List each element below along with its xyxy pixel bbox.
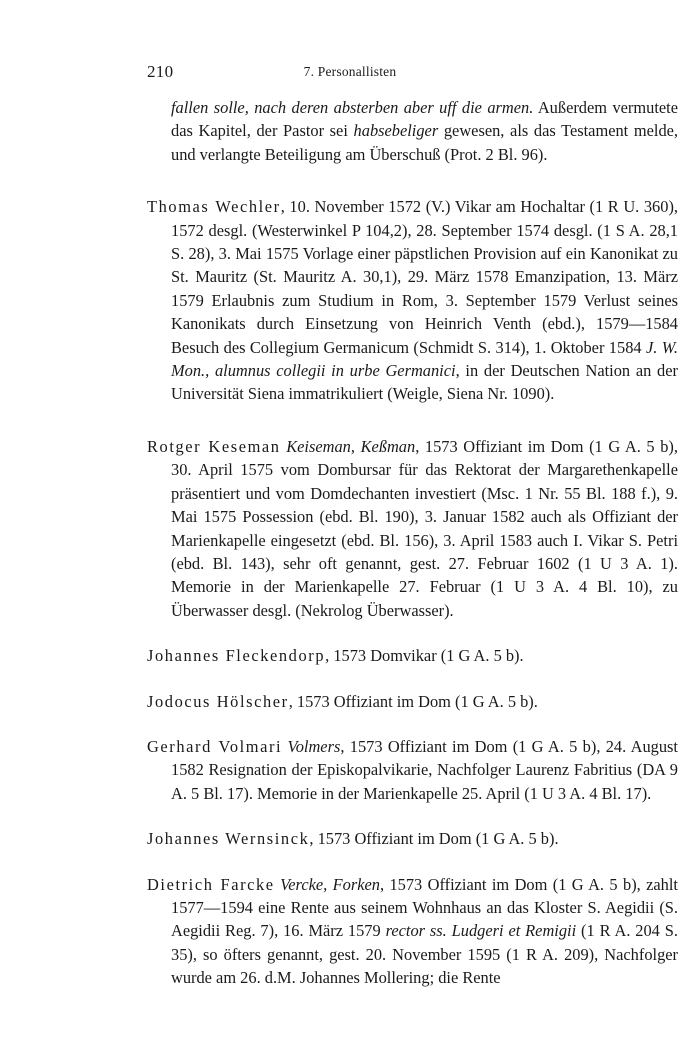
name-variants: Volmers xyxy=(287,736,341,756)
person-name: Jodocus Hölscher xyxy=(147,691,289,711)
entry-text: , 1573 Offiziant im Dom (1 G A. 5 b), 24. August 1582 Resignation der Episkopalvikarie, Nachfolger Laurenz Fabritius (DA 9 A. 5 Bl. 17). Memorie in der Marienkapelle 25. April (1 U 3 A. 4 Bl. 17). xyxy=(171,736,678,803)
latin-term: habsebeliger xyxy=(353,121,439,141)
person-name: Johannes Fleckendorp xyxy=(147,646,326,666)
page-number: 210 xyxy=(147,62,174,81)
entry-farcke xyxy=(147,873,678,990)
person-name: Gerhard Volmari xyxy=(147,736,283,756)
entry-wechler xyxy=(147,195,678,406)
entry-text: gewesen, als das Testament melde, und verlangte Beteiligung am Überschuß (Prot. 2 Bl. 96). xyxy=(171,121,679,164)
entry-text: , in der Deutschen Nation an der Universität Siena immatrikuliert (Weigle, Siena Nr. 1090). xyxy=(171,361,678,404)
running-title: 7. Personallisten xyxy=(303,64,397,79)
entry-text: , 1573 Offiziant im Dom (1 G A. 5 b). xyxy=(288,691,538,711)
person-name: Rotger Keseman xyxy=(147,436,281,456)
entry-continuation xyxy=(147,96,678,166)
body-text xyxy=(147,96,678,990)
entry-text: , 1573 Offiziant im Dom (1 G A. 5 b), zahlt 1577—1594 eine Rente aus seinem Wohnhaus an das Kloster S. Aegidii (S. Aegidii Reg. 7), 16. März 1579 xyxy=(171,874,678,941)
name-variants: Vercke, Forken xyxy=(280,874,380,894)
entry-wernsinck xyxy=(147,827,678,850)
entry-text: , 1573 Offiziant im Dom (1 G A. 5 b), 30. April 1575 vom Dombursar für das Rektorat der Margarethenkapelle präsentiert und vom Domdechanten investiert (Msc. 1 Nr. 55 Bl. 188 f.), 9. Mai 1575 Possession (ebd. Bl. 190), 3. Januar 1582 auch als Offiziant der Marienkapelle eingesetzt (ebd. Bl. 156), 3. April 1583 auch I. Vikar S. Petri (ebd. Bl. 143), sehr oft genannt, gest. 27. Februar 1602 (1 U 3 A. 1). Memorie in der Marienkapelle 27. Februar (1 U 3 A. 4 Bl. 10), zu Überwasser desgl. (Nekrolog Überwasser). xyxy=(171,436,678,620)
entry-volmari xyxy=(147,735,678,805)
entry-keseman xyxy=(147,435,678,622)
entry-fleckendorp xyxy=(147,644,678,667)
entry-text: (1 R A. 204 S. 35), so öfters genannt, gest. 20. November 1595 (1 R A. 209), Nachfolger wurde am 26. d.M. Johannes Mollering; die Rente xyxy=(171,921,678,988)
person-name: Thomas Wechler xyxy=(147,197,281,217)
entry-hoelscher xyxy=(147,690,678,713)
entry-text: , 1573 Domvikar (1 G A. 5 b). xyxy=(325,646,524,666)
latin-quote: J. W. Mon., alumnus collegii in urbe Germanici xyxy=(171,337,678,381)
person-name: Johannes Wernsinck xyxy=(147,829,310,849)
entry-text: Außerdem vermutete das Kapitel, der Pastor sei xyxy=(171,98,678,141)
entry-text: , 1573 Offiziant im Dom (1 G A. 5 b). xyxy=(309,829,559,849)
latin-title: rector ss. Ludgeri et Remigii xyxy=(385,921,577,941)
person-name: Dietrich Farcke xyxy=(147,874,275,894)
name-variants: Keiseman, Keßman xyxy=(286,436,416,456)
entry-text: , 10. November 1572 (V.) Vikar am Hochaltar (1 R U. 360), 1572 desgl. (Westerwinkel P 104,2), 28. September 1574 desgl. (1 S A. 28,1 S. 28), 3. Mai 1575 Vorlage einer päpstlichen Provision auf ein Kanonikat zu St. Mauritz (St. Mauritz A. 30,1), 29. März 1578 Emanzipation, 13. März 1579 Erlaubnis zum Studium in Rom, 3. September 1579 Verlust seines Kanonikats durch Einsetzung von Heinrich Venth (ebd.), 1579—1584 Besuch des Collegium Germanicum (Schmidt S. 314), 1. Oktober 1584 xyxy=(171,197,679,357)
latin-quote: fallen solle, nach deren absterben aber uff die armen. xyxy=(171,98,534,117)
